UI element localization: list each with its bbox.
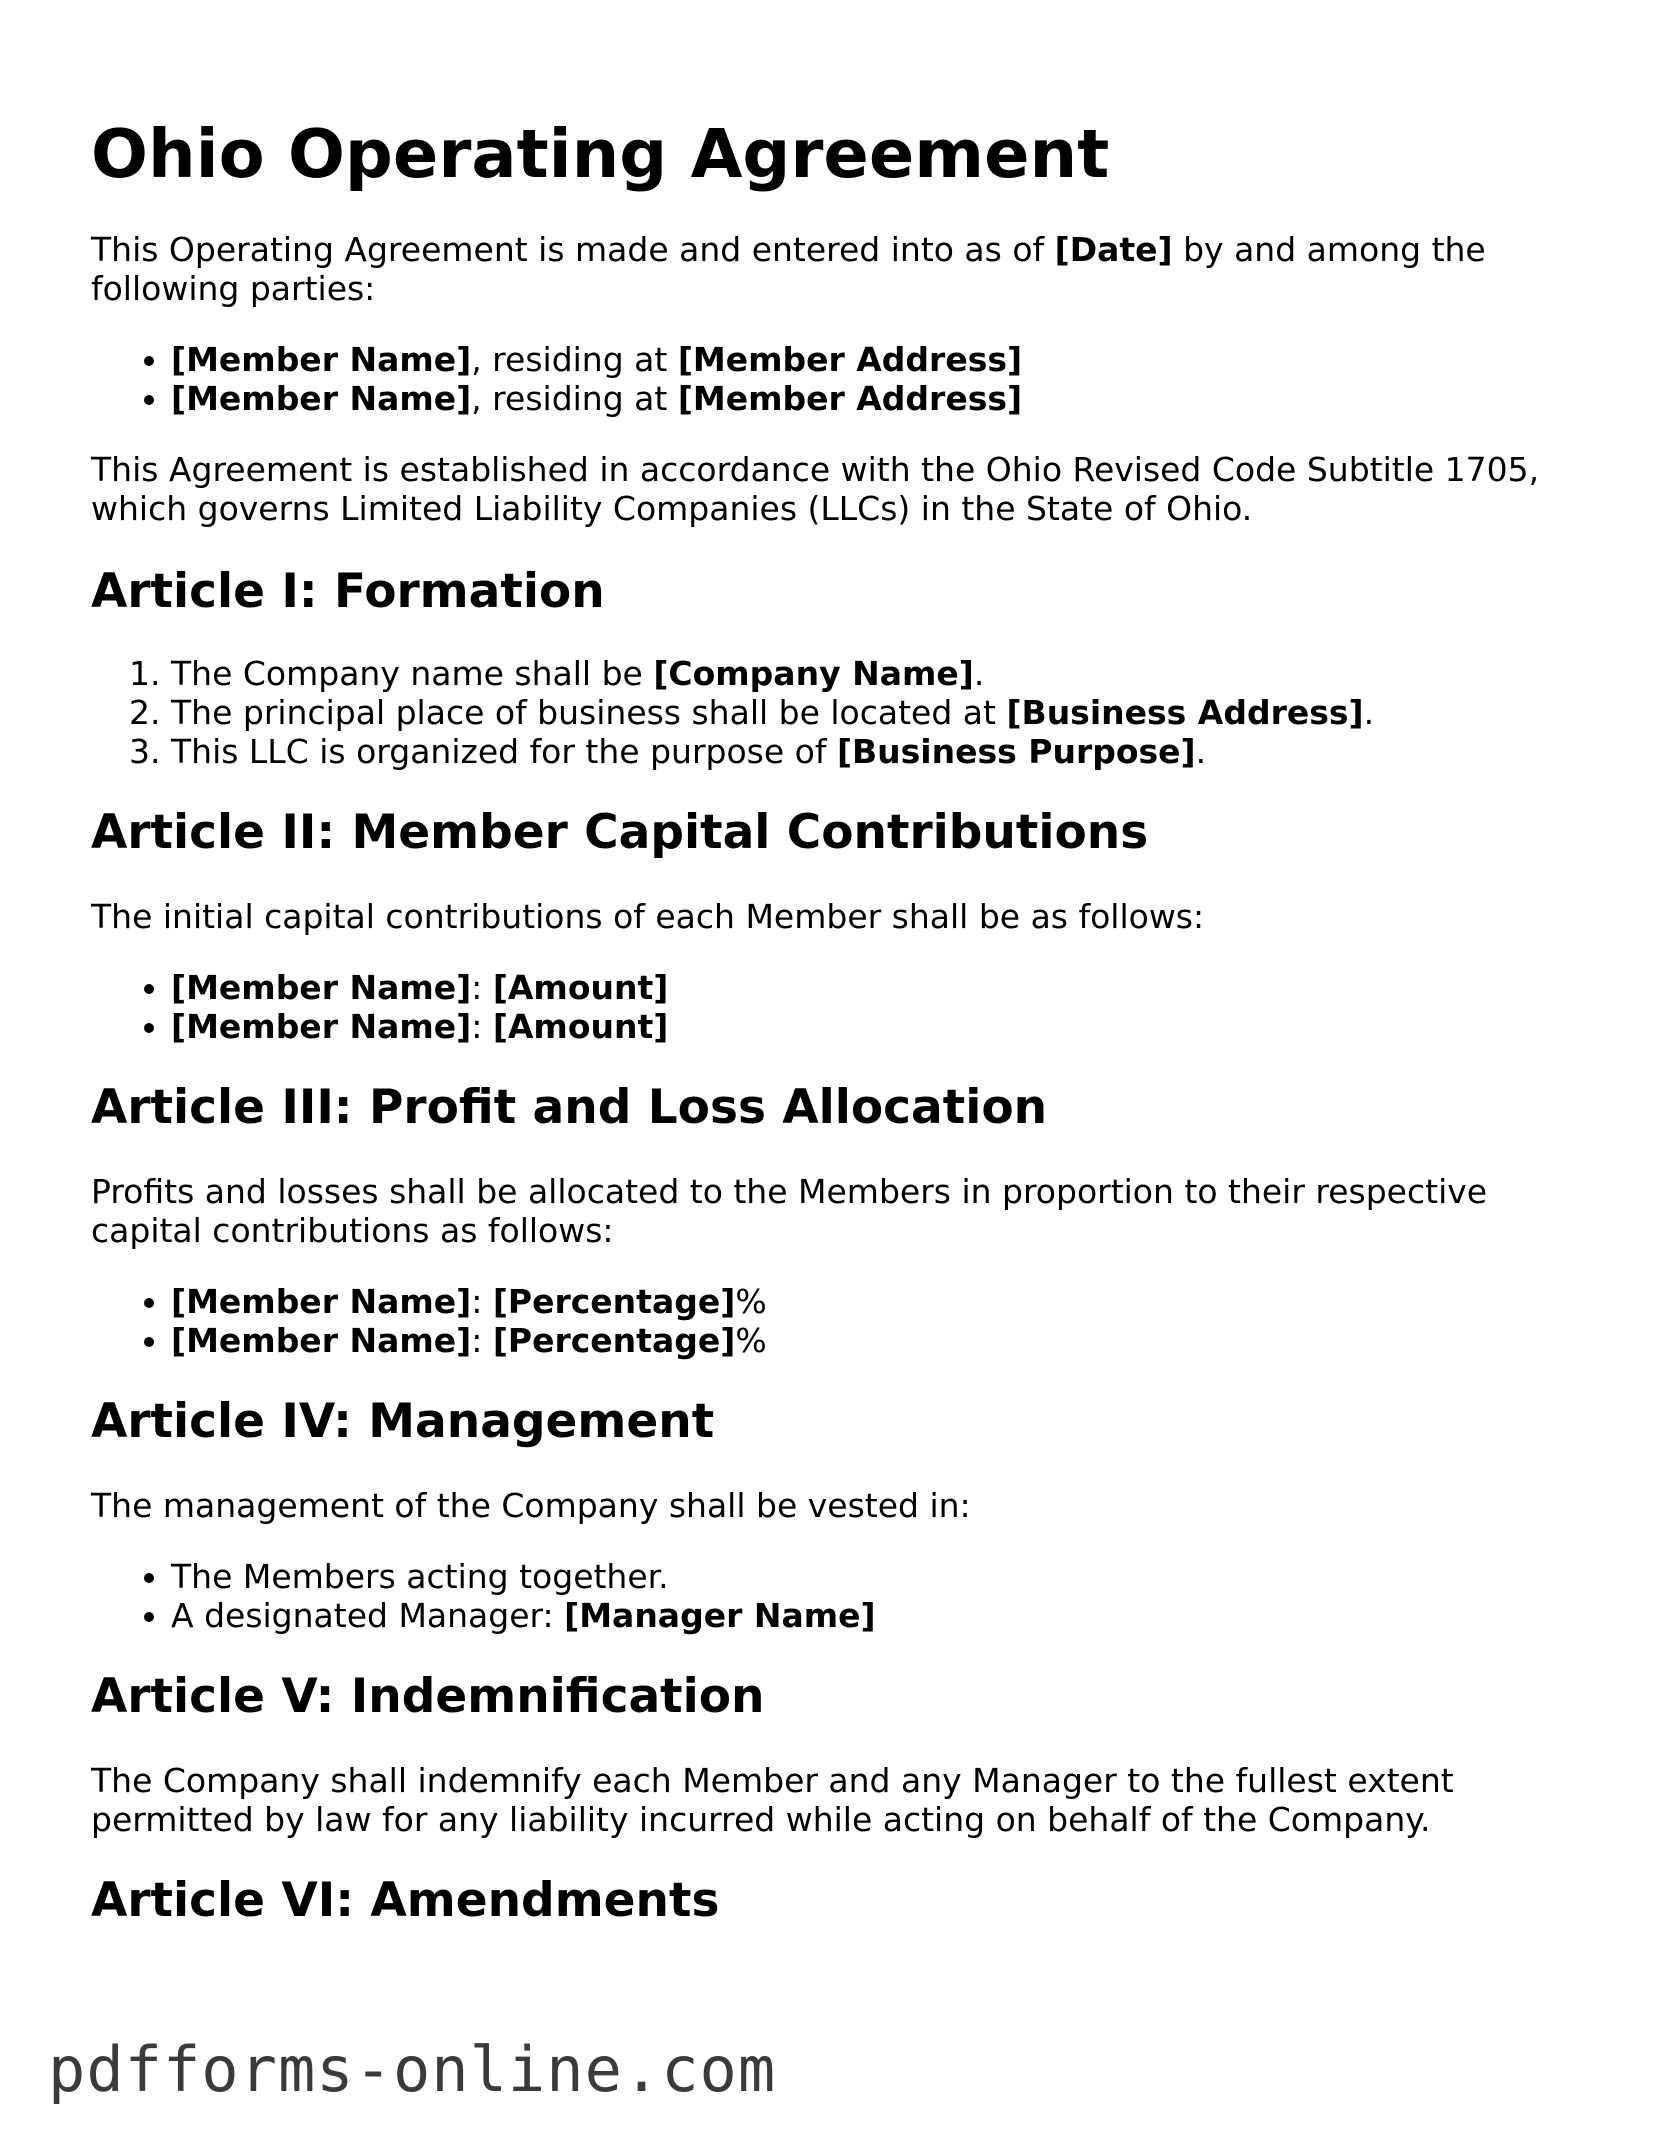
- list-item: [171, 1596, 1571, 1635]
- member-name-placeholder: [Member Name]: [171, 1321, 472, 1360]
- separator: :: [471, 1007, 493, 1046]
- intro-text-before: This Operating Agreement is made and entered into as of: [91, 230, 1055, 269]
- list-item: [171, 654, 1571, 693]
- article-2-heading: Article II: Member Capital Contributions: [91, 805, 1149, 860]
- percent-sign: %: [735, 1321, 767, 1360]
- item-text: The Company name shall be: [171, 654, 654, 693]
- contributions-list: [91, 968, 1571, 1046]
- list-item: [171, 1282, 1571, 1321]
- formation-list: [91, 654, 1571, 771]
- item-text: A designated Manager:: [171, 1596, 565, 1635]
- member-name-placeholder: [Member Name]: [171, 340, 472, 379]
- list-item: [171, 693, 1571, 732]
- company-name-placeholder: [Company Name]: [653, 654, 974, 693]
- list-item: [171, 1321, 1571, 1360]
- separator: :: [471, 1282, 493, 1321]
- article-6-heading: Article VI: Amendments: [91, 1873, 720, 1928]
- percent-sign: %: [735, 1282, 767, 1321]
- intro-paragraph: [91, 230, 1571, 308]
- allocation-list: [91, 1282, 1571, 1360]
- article-5-heading: Article V: Indemnification: [91, 1669, 765, 1724]
- article-5-text: The Company shall indemnify each Member and any Manager to the fullest extent permitted by law for any liability incurred while acting on behalf of the Company.: [91, 1761, 1454, 1839]
- party-text: , residing at: [471, 340, 678, 379]
- party-text: , residing at: [471, 379, 678, 418]
- manager-name-placeholder: [Manager Name]: [564, 1596, 876, 1635]
- document-page: [91, 0, 1571, 1929]
- article-2-intro: The initial capital contributions of each Member shall be as follows:: [91, 897, 1205, 936]
- parties-list: [91, 340, 1571, 418]
- list-item: • The Members acting together.: [171, 1557, 1571, 1596]
- list-item: [171, 968, 1571, 1007]
- separator: :: [471, 968, 493, 1007]
- list-item: [171, 1007, 1571, 1046]
- member-address-placeholder: [Member Address]: [677, 340, 1023, 379]
- site-watermark: pdfforms-online.com: [48, 2033, 777, 2106]
- amount-placeholder: [Amount]: [492, 1007, 669, 1046]
- member-name-placeholder: [Member Name]: [171, 1007, 472, 1046]
- member-name-placeholder: [Member Name]: [171, 968, 472, 1007]
- legal-basis-paragraph: This Agreement is established in accordance with the Ohio Revised Code Subtitle 1705, which governs Limited Liability Companies (LLCs) in the State of Ohio.: [91, 450, 1540, 528]
- business-address-placeholder: [Business Address]: [1006, 693, 1364, 732]
- percentage-placeholder: [Percentage]: [492, 1282, 736, 1321]
- article-3-heading: Article III: Profit and Loss Allocation: [91, 1080, 1048, 1135]
- article-1-heading: Article I: Formation: [91, 564, 605, 619]
- business-purpose-placeholder: [Business Purpose]: [836, 732, 1196, 771]
- list-item: [171, 340, 1571, 379]
- item-text: .: [1195, 732, 1207, 771]
- member-name-placeholder: [Member Name]: [171, 1282, 472, 1321]
- date-placeholder: [Date]: [1054, 230, 1173, 269]
- item-text: The principal place of business shall be located at: [171, 693, 1007, 732]
- document-title: Ohio Operating Agreement: [91, 115, 1110, 193]
- article-3-intro: Profits and losses shall be allocated to the Members in proportion to their respective capital contributions as follows:: [91, 1172, 1488, 1250]
- article-4-intro: The management of the Company shall be vested in:: [91, 1486, 971, 1525]
- member-name-placeholder: [Member Name]: [171, 379, 472, 418]
- list-item: [171, 379, 1571, 418]
- intro-text-after: by and among the following parties:: [91, 230, 1486, 308]
- article-4-heading: Article IV: Management: [91, 1394, 715, 1449]
- item-text: .: [1363, 693, 1375, 732]
- member-address-placeholder: [Member Address]: [677, 379, 1023, 418]
- amount-placeholder: [Amount]: [492, 968, 669, 1007]
- management-list: [91, 1557, 1571, 1635]
- percentage-placeholder: [Percentage]: [492, 1321, 736, 1360]
- separator: :: [471, 1321, 493, 1360]
- item-text: .: [973, 654, 985, 693]
- item-text: This LLC is organized for the purpose of: [171, 732, 837, 771]
- list-item: [171, 732, 1571, 771]
